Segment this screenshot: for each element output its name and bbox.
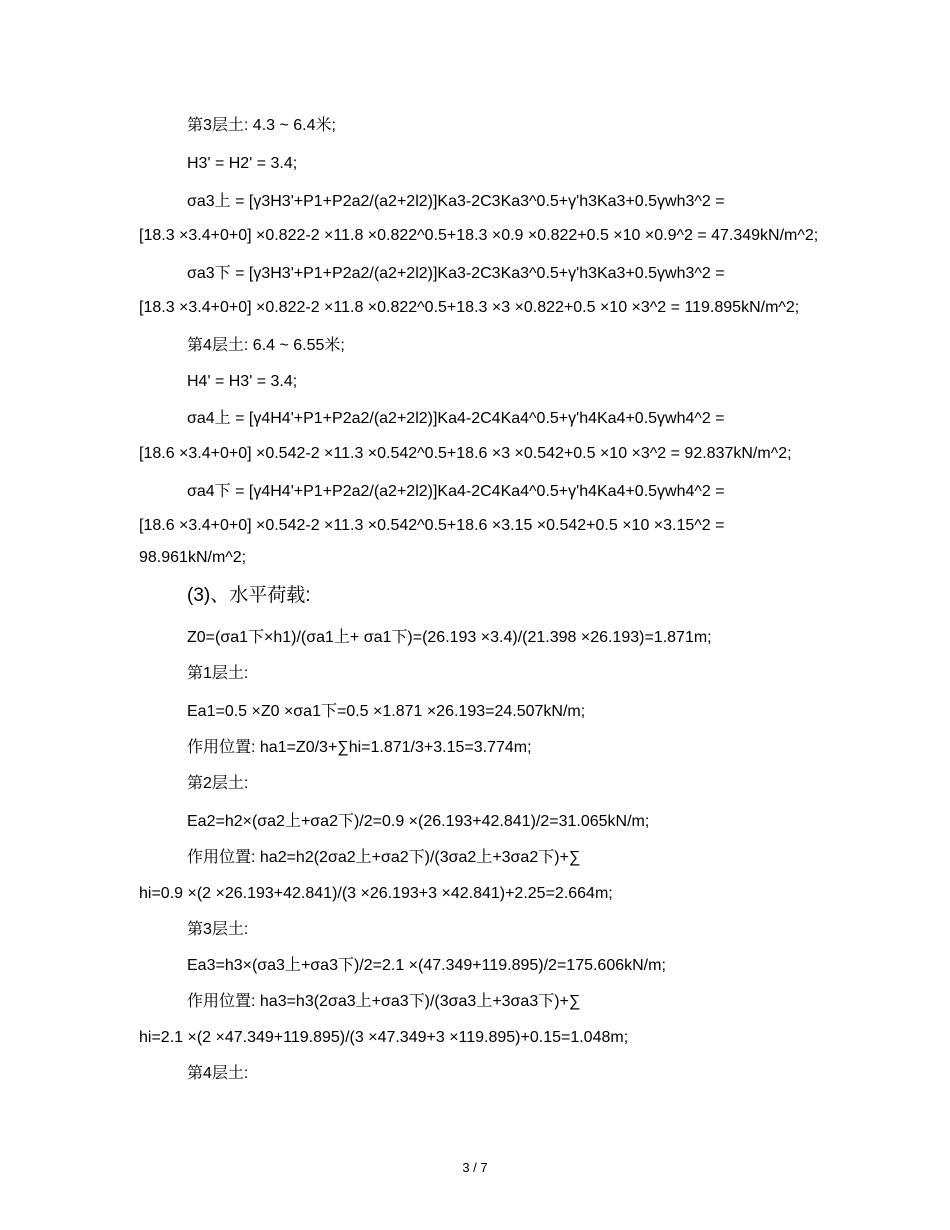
text-line: H4' = H3' = 3.4; bbox=[187, 373, 298, 390]
formula-line: Ea2=h2×(σa2上+σa2下)/2=0.9 ×(26.193+42.841)/2=31.065kN/m; bbox=[187, 813, 650, 830]
formula-line: [18.6 ×3.4+0+0] ×0.542-2 ×11.3 ×0.542^0.5+18.6 ×3 ×0.542+0.5 ×10 ×3^2 = 92.837kN/m^2; bbox=[139, 445, 792, 462]
text-line: 第3层土: 4.3 ~ 6.4米; bbox=[187, 117, 336, 134]
text-line: 第4层土: 6.4 ~ 6.55米; bbox=[187, 337, 345, 354]
page-number: 3 / 7 bbox=[462, 1160, 488, 1175]
text-line: 第3层土: bbox=[187, 921, 249, 938]
formula-line: σa4下 = [γ4H4'+P1+P2a2/(a2+2l2)]Ka4-2C4Ka4^0.5+γ'h4Ka4+0.5γwh4^2 = bbox=[187, 483, 725, 500]
text-line: 第4层土: bbox=[187, 1065, 249, 1082]
formula-line: Ea1=0.5 ×Z0 ×σa1下=0.5 ×1.871 ×26.193=24.507kN/m; bbox=[187, 703, 586, 720]
formula-line: [18.3 ×3.4+0+0] ×0.822-2 ×11.8 ×0.822^0.5+18.3 ×0.9 ×0.822+0.5 ×10 ×0.9^2 = 47.349kN/m^2; bbox=[139, 227, 819, 244]
text-line: H3' = H2' = 3.4; bbox=[187, 155, 298, 172]
formula-line: hi=0.9 ×(2 ×26.193+42.841)/(3 ×26.193+3 ×42.841)+2.25=2.664m; bbox=[139, 885, 613, 902]
formula-line: σa4上 = [γ4H4'+P1+P2a2/(a2+2l2)]Ka4-2C4Ka4^0.5+γ'h4Ka4+0.5γwh4^2 = bbox=[187, 410, 725, 427]
text-line: 第2层土: bbox=[187, 775, 249, 792]
formula-line: 作用位置: ha3=h3(2σa3上+σa3下)/(3σa3上+3σa3下)+∑ bbox=[187, 993, 581, 1010]
formula-line: [18.3 ×3.4+0+0] ×0.822-2 ×11.8 ×0.822^0.5+18.3 ×3 ×0.822+0.5 ×10 ×3^2 = 119.895kN/m^2; bbox=[139, 299, 800, 316]
formula-line: σa3下 = [γ3H3'+P1+P2a2/(a2+2l2)]Ka3-2C3Ka3^0.5+γ'h3Ka3+0.5γwh3^2 = bbox=[187, 265, 725, 282]
formula-line: Z0=(σa1下×h1)/(σa1上+ σa1下)=(26.193 ×3.4)/(21.398 ×26.193)=1.871m; bbox=[187, 629, 712, 646]
formula-line: [18.6 ×3.4+0+0] ×0.542-2 ×11.3 ×0.542^0.5+18.6 ×3.15 ×0.542+0.5 ×10 ×3.15^2 = bbox=[139, 517, 725, 534]
formula-line: hi=2.1 ×(2 ×47.349+119.895)/(3 ×47.349+3 ×119.895)+0.15=1.048m; bbox=[139, 1029, 629, 1046]
formula-line: 作用位置: ha2=h2(2σa2上+σa2下)/(3σa2上+3σa2下)+∑ bbox=[187, 849, 581, 866]
formula-line: σa3上 = [γ3H3'+P1+P2a2/(a2+2l2)]Ka3-2C3Ka3^0.5+γ'h3Ka3+0.5γwh3^2 = bbox=[187, 193, 725, 210]
formula-line: 98.961kN/m^2; bbox=[139, 549, 247, 566]
formula-line: 作用位置: ha1=Z0/3+∑hi=1.871/3+3.15=3.774m; bbox=[187, 739, 532, 756]
formula-line: Ea3=h3×(σa3上+σa3下)/2=2.1 ×(47.349+119.895)/2=175.606kN/m; bbox=[187, 957, 666, 974]
section-heading: (3)、水平荷载: bbox=[187, 585, 311, 606]
text-line: 第1层土: bbox=[187, 665, 249, 682]
